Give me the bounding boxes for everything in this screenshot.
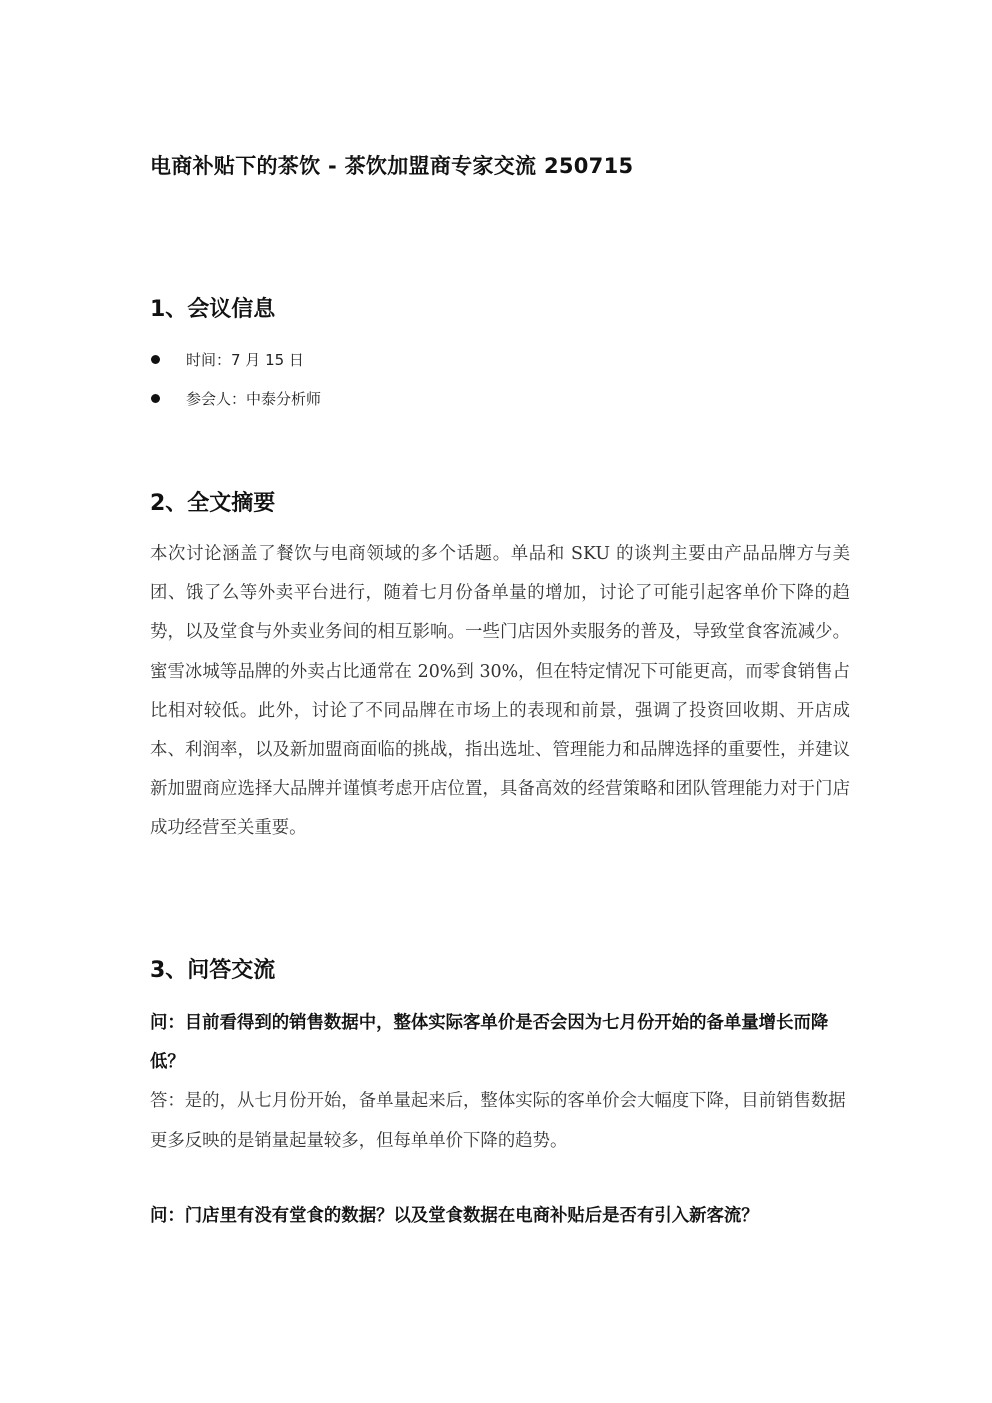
section-heading-summary: 2、全文摘要 [150,491,276,516]
meeting-time: 时间：7 月 15 日 [186,351,304,369]
bullet-icon [151,355,160,364]
section-heading-qa: 3、问答交流 [150,958,276,983]
document-title: 电商补贴下的茶饮 - 茶饮加盟商专家交流 250715 [150,154,634,178]
summary-paragraph: 本次讨论涵盖了餐饮与电商领域的多个话题。单品和 SKU 的谈判主要由产品品牌方与美团、饿了么等外卖平台进行，随着七月份备单量的增加，讨论了可能引起客单价下降的趋势，以及堂食与外卖业务间的相互影响。一些门店因外卖服务的普及，导致堂食客流减少。蜜雪冰城等品牌的外卖占比通常在 20%到 30%，但在特定情况下可能更高，而零食销售占比相对较低。此外，讨论了不同品牌在市场上的表现和前景，强调了投资回收期、开店成本、利润率，以及新加盟商面临的挑战，指出选址、管理能力和品牌选择的重要性，并建议新加盟商应选择大品牌并谨慎考虑开店位置，具备高效的经营策略和团队管理能力对于门店成功经营至关重要。 [150,544,850,839]
qa-question-2: 问：门店里有没有堂食的数据？以及堂食数据在电商补贴后是否有引入新客流？ [150,1206,759,1226]
bullet-icon [151,394,160,403]
section-heading-meeting-info: 1、会议信息 [150,297,276,322]
qa-question-1: 问：目前看得到的销售数据中，整体实际客单价是否会因为七月份开始的备单量增长而降低？ [150,1013,829,1072]
qa-answer-1: 答：是的，从七月份开始，备单量起来后，整体实际的客单价会大幅度下降，目前销售数据更多反映的是销量起量较多，但每单单价下降的趋势。 [150,1091,846,1151]
meeting-participants: 参会人：中泰分析师 [186,390,322,408]
